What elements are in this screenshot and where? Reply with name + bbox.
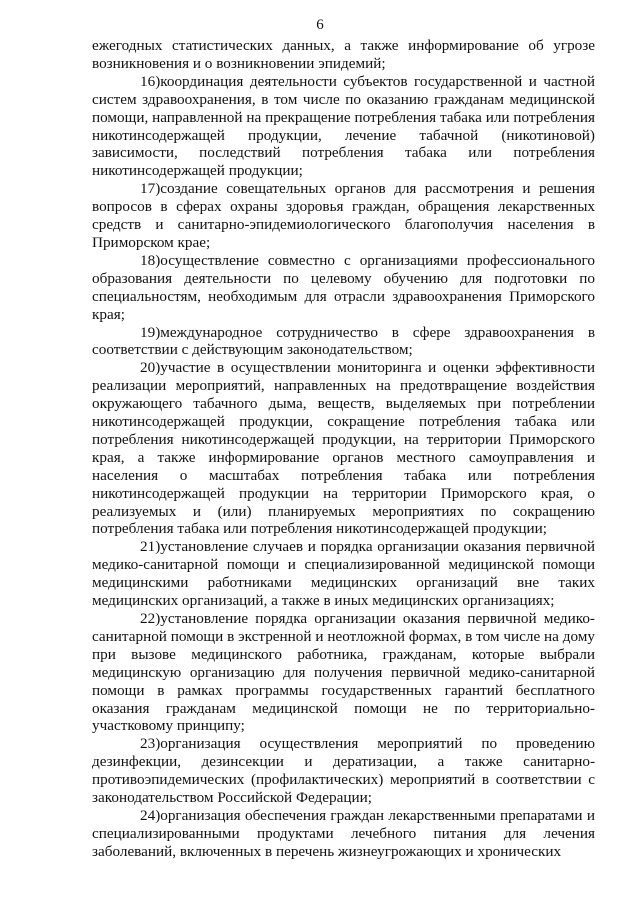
paragraph-item-23: 23)организация осуществления мероприятий по проведению дезинфекции, дезинсекции и дератизации, а также санитарно-противоэпидемических (профилактических) мероприятий в соответствии с законодательством Российской Федерации; — [92, 735, 595, 807]
paragraph-item-21: 21)установление случаев и порядка организации оказания первичной медико-санитарной помощи и специализированной медицинской помощи медицинскими работниками медицинских организаций вне таких медицинских организаций, а также в иных медицинских организациях; — [92, 538, 595, 610]
paragraph-item-22: 22)установление порядка организации оказания первичной медико-санитарной помощи в экстренной и неотложной формах, в том числе на дому при вызове медицинского работника, гражданам, которые выбрали медицинскую организацию для получения первичной медико-санитарной помощи в рамках программы государственных гарантий бесплатного оказания гражданам медицинской помощи не по территориально-участковому принципу; — [92, 610, 595, 735]
page-number: 6 — [316, 17, 324, 33]
paragraph-item-20: 20)участие в осуществлении мониторинга и оценки эффективности реализации мероприятий, направленных на предотвращение воздействия окружающего табачного дыма, веществ, выделяемых при потреблении никотинсодержащей продукции, сокращение потребления табака или потребления никотинсодержащей продукции, на территории Приморского края, а также информирование органов местного самоуправления и населения о масштабах потребления табака или потребления никотинсодержащей продукции на территории Приморского края, о реализуемых и (или) планируемых мероприятиях по сокращению потребления табака или потребления никотинсодержащей продукции; — [92, 359, 595, 538]
paragraph-item-18: 18)осуществление совместно с организациями профессионального образования деятельности по целевому обучению для подготовки по специальностям, необходимым для отрасли здравоохранения Приморского края; — [92, 251, 595, 323]
paragraph-item-19: 19)международное сотрудничество в сфере здравоохранения в соответствии с действующим законодательством; — [92, 323, 595, 359]
document-body — [92, 37, 595, 861]
paragraph-item-17: 17)создание совещательных органов для рассмотрения и решения вопросов в сферах охраны здоровья граждан, обращения лекарственных средств и санитарно-эпидемиологического благополучия населения в Приморском крае; — [92, 180, 595, 251]
paragraph-item-16: 16)координация деятельности субъектов государственной и частной систем здравоохранения, в том числе по оказанию гражданам медицинской помощи, направленной на прекращение потребления табака или потребления никотинсодержащей продукции, лечение табачной (никотиновой) зависимости, последствий потребления табака или потребления никотинсодержащей продукции; — [92, 72, 595, 180]
paragraph-item-24: 24)организация обеспечения граждан лекарственными препаратами и специализированными продуктами лечебного питания для лечения заболеваний, включенных в перечень жизнеугрожающих и хронических — [92, 806, 595, 860]
paragraph-continuation: ежегодных статистических данных, а также информирование об угрозе возникновения и о возникновении эпидемий; — [92, 37, 595, 72]
